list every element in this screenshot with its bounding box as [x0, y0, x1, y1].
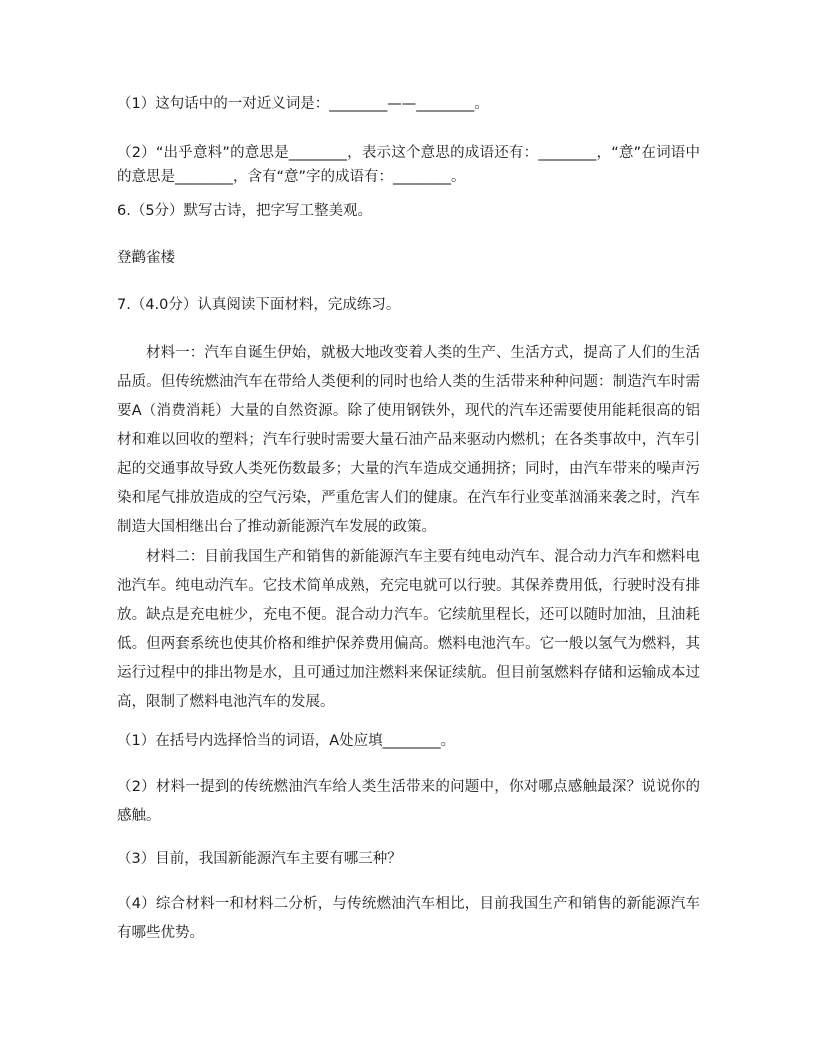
question-6-heading: 6.（5分）默写古诗，把字写工整美观。	[117, 203, 373, 219]
question-5-part-2: （2）“出乎意料”的意思是________，表示这个意思的成语还有：________，“意”在词语中的意思是________，含有“意”字的成语有：________。	[117, 145, 700, 185]
question-5-part-1: （1）这句话中的一对近义词是：________——________。	[117, 96, 489, 112]
question-7-heading: 7.（4.0分）认真阅读下面材料，完成练习。	[117, 297, 401, 313]
question-7-part-2: （2）材料一提到的传统燃油汽车给人类生活带来的问题中，你对哪点感触最深？说说你的感触。	[117, 779, 700, 824]
material-one-paragraph: 材料一：汽车自诞生伊始，就极大地改变着人类的生产、生活方式，提高了人们的生活品质。但传统燃油汽车在带给人类便利的同时也给人类的生活带来种种问题：制造汽车时需要A（消费消耗）大量的自然资源。除了使用钢铁外，现代的汽车还需要使用能耗很高的铝材和难以回收的塑料；汽车行驶时需要大量石油产品来驱动内燃机；在各类事故中，汽车引起的交通事故导致人类死伤数最多；大量的汽车造成交通拥挤；同时，由汽车带来的噪声污染和尾气排放造成的空气污染，严重危害人们的健康。在汽车行业变革汹涌来袭之时，汽车制造大国相继出台了推动新能源汽车发展的政策。	[117, 345, 700, 535]
question-7-part-1: （1）在括号内选择恰当的词语，A处应填________。	[117, 733, 456, 749]
question-7-part-3: （3）目前，我国新能源汽车主要有哪三种？	[117, 851, 402, 867]
poem-title: 登鹳雀楼	[117, 250, 175, 266]
question-7-part-4: （4）综合材料一和材料二分析，与传统燃油汽车相比，目前我国生产和销售的新能源汽车有哪些优势。	[117, 896, 700, 941]
material-two-paragraph: 材料二：目前我国生产和销售的新能源汽车主要有纯电动汽车、混合动力汽车和燃料电池汽车。纯电动汽车。它技术简单成熟，充完电就可以行驶。其保养费用低，行驶时没有排放。缺点是充电桩少，充电不便。混合动力汽车。它续航里程长，还可以随时加油，且油耗低。但两套系统也使其价格和维护保养费用偏高。燃料电池汽车。它一般以氢气为燃料，其运行过程中的排出物是水，且可通过加注燃料来保证续航。但目前氢燃料存储和运输成本过高，限制了燃料电池汽车的发展。	[117, 549, 700, 710]
